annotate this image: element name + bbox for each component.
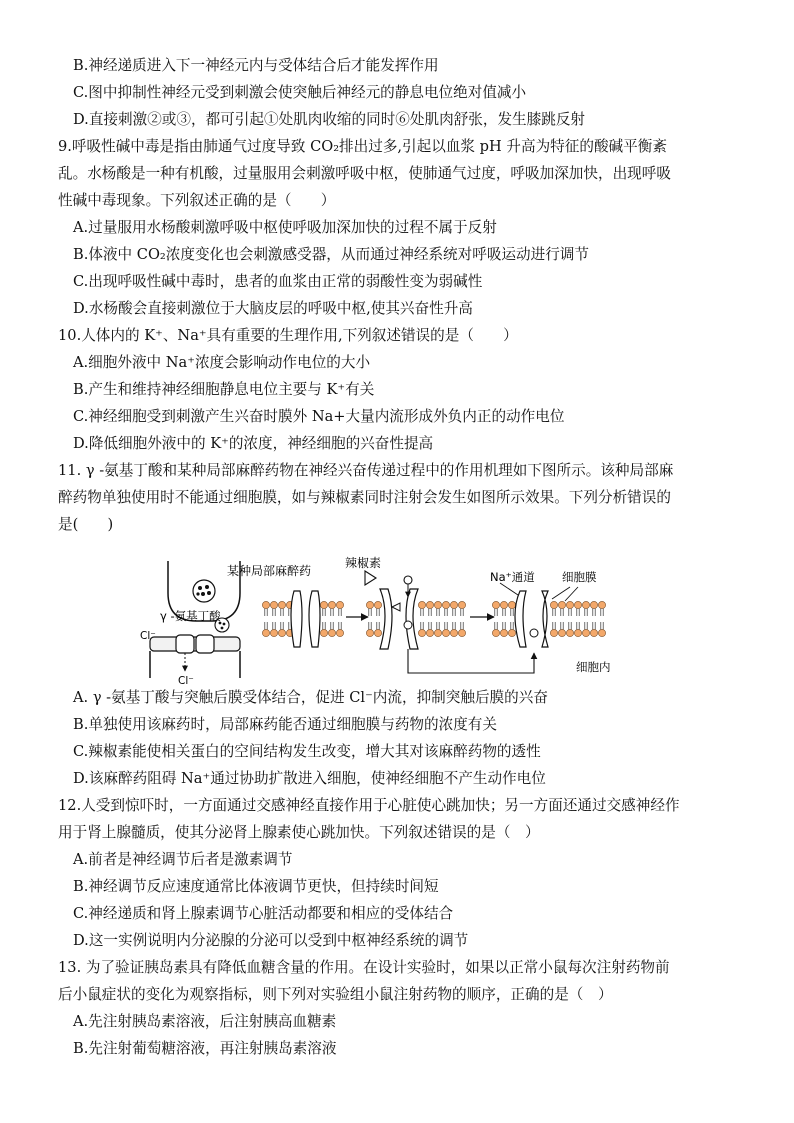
option-9d: D.水杨酸会直接刺激位于大脑皮层的呼吸中枢,使其兴奋性升高: [73, 300, 473, 317]
option-9a: A.过量服用水杨酸刺激呼吸中枢使呼吸加深加快的过程不属于反射: [73, 219, 497, 236]
option-9c: C.出现呼吸性碱中毒时，患者的血浆由正常的弱酸性变为弱碱性: [73, 273, 483, 290]
option-12c: C.神经递质和肾上腺素调节心脏活动都要和相应的受体结合: [73, 905, 454, 922]
question-12-line-1: 12.人受到惊吓时，一方面通过交感神经直接作用于心脏使心跳加快；另一方面还通过交感神经作: [58, 797, 680, 814]
option-9b: B.体液中 CO₂浓度变化也会刺激感受器，从而通过神经系统对呼吸运动进行调节: [73, 246, 589, 263]
cl-label-bottom: Cl⁻: [178, 675, 194, 686]
option-8d: D.直接刺激②或③，都可引起①处肌肉收缩的同时⑥处肌肉舒张，发生膝跳反射: [73, 111, 586, 128]
question-13-line-2: 后小鼠症状的变化为观察指标，则下列对实验组小鼠注射药物的顺序，正确的是（ ）: [58, 986, 613, 1003]
option-10a: A.细胞外液中 Na⁺浓度会影响动作电位的大小: [73, 354, 371, 371]
na-channel-1: [291, 591, 320, 647]
option-8b: B.神经递质进入下一神经元内与受体结合后才能发挥作用: [73, 57, 439, 74]
cl-label-top: Cl⁻: [140, 630, 156, 642]
na-channel-label: Na⁺通道: [490, 570, 535, 584]
anesthetic-mechanism-diagram: [140, 553, 640, 686]
option-13b: B.先注射葡萄糖溶液，再注射胰岛素溶液: [73, 1040, 337, 1057]
capsaicin-label: 辣椒素: [345, 556, 382, 570]
option-10d: D.降低细胞外液中的 K⁺的浓度，神经细胞的兴奋性提高: [73, 435, 434, 452]
option-13a: A.先注射胰岛素溶液，后注射胰高血糖素: [73, 1013, 337, 1030]
intracellular-label: 细胞内: [576, 660, 611, 674]
question-9-line-2: 乱。水杨酸是一种有机酸，过量服用会刺激呼吸中枢，使肺通气过度，呼吸加深加快，出现呼吸: [58, 165, 671, 182]
option-10b: B.产生和维持神经细胞静息电位主要与 K⁺有关: [73, 381, 375, 398]
na-channel-2: [380, 589, 418, 649]
na-channel-3: [515, 591, 548, 647]
question-13-line-1: 13. 为了验证胰岛素具有降低血糖含量的作用。在设计实验时，如果以正常小鼠每次注射药物前: [58, 959, 670, 976]
question-11-line-1: 11. γ -氨基丁酸和某种局部麻醉药物在神经兴奋传递过程中的作用机理如下图所示。该种局部麻: [58, 462, 674, 479]
option-12d: D.这一实例说明内分泌腺的分泌可以受到中枢神经系统的调节: [73, 932, 469, 949]
anesthetic-label: 某种局部麻醉药: [227, 564, 312, 578]
synaptic-vesicle: [193, 580, 215, 602]
option-12b: B.神经调节反应速度通常比体液调节更快，但持续时间短: [73, 878, 439, 895]
capsaicin-marker: [365, 571, 376, 585]
option-11c: C.辣椒素能使相关蛋白的空间结构发生改变，增大其对该麻醉药物的透性: [73, 743, 541, 760]
question-10: 10.人体内的 K⁺、Na⁺具有重要的生理作用,下列叙述错误的是（ ）: [58, 327, 518, 344]
question-9-line-3: 性碱中毒现象。下列叙述正确的是（ ）: [58, 192, 336, 209]
question-11-line-2: 醉药物单独使用时不能通过细胞膜，如与辣椒素同时注射会发生如图所示效果。下列分析错误的: [58, 489, 671, 506]
option-11a: A. γ -氨基丁酸与突触后膜受体结合，促进 Cl⁻内流，抑制突触后膜的兴奋: [73, 689, 548, 706]
postsynaptic-membrane: [150, 635, 240, 678]
question-12-line-2: 用于肾上腺髓质，使其分泌肾上腺素使心跳加快。下列叙述错误的是（ ）: [58, 824, 540, 841]
anesthetic-molecule-outside: [404, 576, 412, 584]
transport-arrow: [408, 649, 534, 673]
membrane-label: 细胞膜: [562, 570, 597, 584]
gaba-receptor: [176, 635, 194, 653]
question-11-line-3: 是( ): [58, 516, 114, 533]
question-9-line-1: 9.呼吸性碱中毒是指由肺通气过度导致 CO₂排出过多,引起以血浆 pH 升高为特征的酸碱平衡紊: [58, 138, 667, 155]
option-11d: D.该麻醉药阻碍 Na⁺通过协助扩散进入细胞，使神经细胞不产生动作电位: [73, 770, 546, 787]
option-8c: C.图中抑制性神经元受到刺激会使突触后神经元的静息电位绝对值减小: [73, 84, 527, 101]
option-10c: C.神经细胞受到刺激产生兴奋时膜外 Na+大量内流形成外负内正的动作电位: [73, 408, 565, 425]
option-11b: B.单独使用该麻药时，局部麻药能否通过细胞膜与药物的浓度有关: [73, 716, 497, 733]
option-12a: A.前者是神经调节后者是激素调节: [73, 851, 293, 868]
gaba-label: γ -氨基丁酸: [160, 609, 221, 623]
